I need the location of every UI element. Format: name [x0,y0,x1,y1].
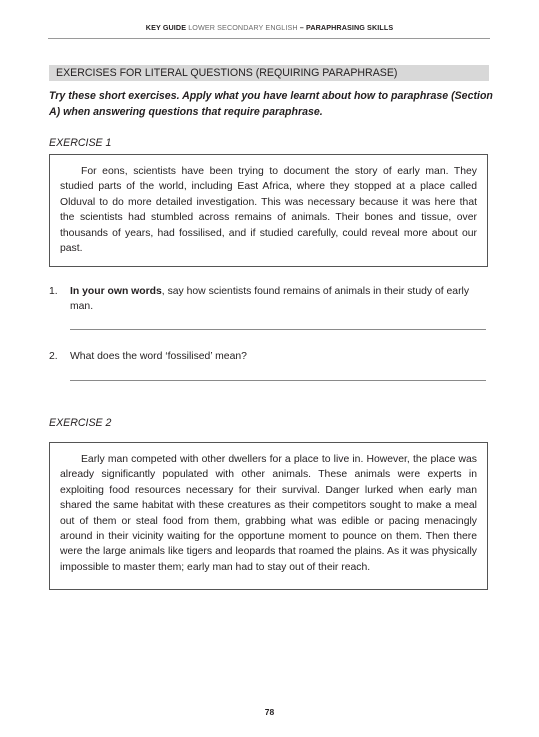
question-2-number: 2. [49,351,58,362]
section-title: EXERCISES FOR LITERAL QUESTIONS (REQUIRING PARAPHRASE) [49,65,489,81]
running-header [0,23,539,32]
exercise-1-passage: For eons, scientists have been trying to document the story of early man. They studied parts of the world, including East Africa, where they stopped at a place called Olduval to do more detailed investigation. This was necessary because it was here that the scientists had stumbled across remains of animals. Their bones and tissue, over thousands of years, had fossilised, and if studied carefully, could reveal more about our past. [60,166,477,255]
question-2-text: What does the word ‘fossilised’ mean? [70,351,247,362]
question-1 [49,284,489,316]
exercise-2-heading: EXERCISE 2 [49,417,112,429]
instructions: Try these short exercises. Apply what you have learnt about how to paraphrase (Section A) when answering questions that require paraphrase. [49,90,493,118]
question-1-rest: , say how scientists found remains of animals in their study of early man. [70,286,470,313]
exercise-2-passage: Early man competed with other dwellers for a place to live in. However, the place was already significantly populated with other animals. These animals were experts in exploiting food resources necessary for their survival. Danger lurked when early man shared the same habitat with these creatures as their competitors sought to make a meal out of them or steal food from them, grabbing what was edible or pacing menacingly around in their vicinity waiting for the opportune moment to pounce on them. Then there were the large animals like tigers and leopards that roamed the plains. As it was physically impossible to master them; early man had to stay out of their reach. [60,454,477,573]
exercise-1-passage-box [49,154,488,267]
answer-line-1[interactable] [70,329,486,330]
question-1-emphasis: In your own words [70,286,162,297]
answer-line-2[interactable] [70,380,486,381]
header-topic: PARAPHRASING SKILLS [305,23,394,32]
exercise-1-heading: EXERCISE 1 [49,137,112,149]
page-number: 78 [264,707,275,717]
header-series: LOWER SECONDARY ENGLISH [188,23,298,32]
question-1-text [70,284,485,315]
header-guide: KEY GUIDE [145,23,187,32]
question-2 [49,349,489,365]
exercise-2-passage-box [49,442,488,590]
header-dash: – [297,23,306,32]
header-rule [48,38,490,39]
question-1-number: 1. [49,286,58,297]
